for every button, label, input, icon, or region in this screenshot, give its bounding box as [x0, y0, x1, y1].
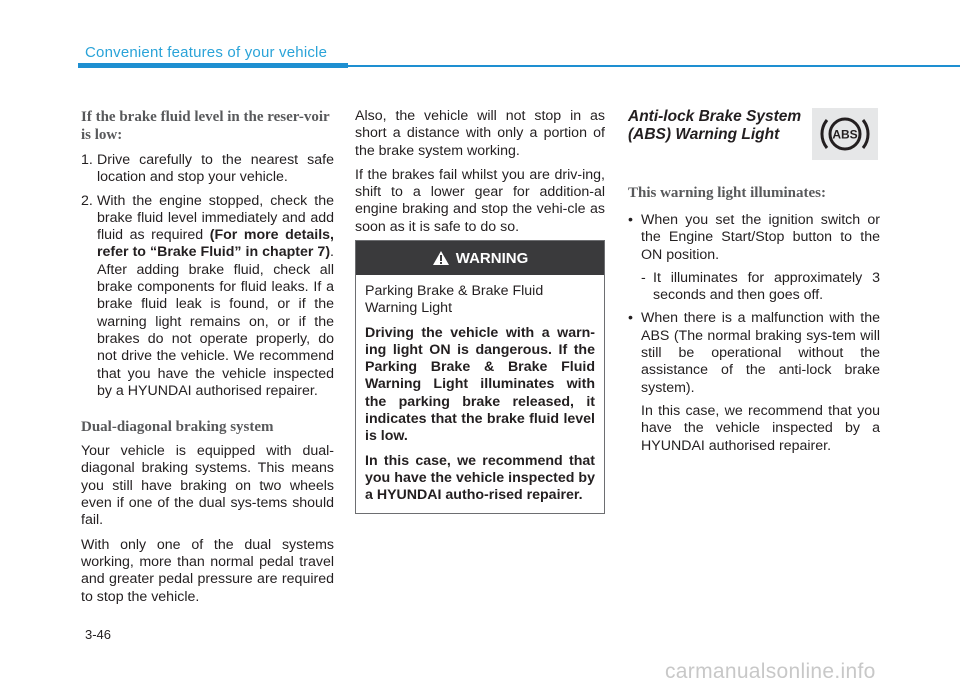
header-accent-bar — [78, 63, 348, 68]
warning-paragraph-2: In this case, we recommend that you have the vehicle inspected by a HYUNDAI autho-rised repairer. — [365, 452, 595, 504]
step-1 — [81, 152, 334, 187]
dual-diagonal-paragraph-1: Your vehicle is equipped with dual-diagonal braking systems. This means you still have braking on two wheels even if one of the dual sys-tems should fail. — [81, 443, 334, 529]
section-header-title: Convenient features of your vehicle — [85, 44, 328, 61]
malfunction-note: In this case, we recommend that you have the vehicle inspected by a HYUNDAI authorised repairer. — [641, 402, 880, 454]
step-2-text-a: With the engine stopped, check the brake fluid level immediately and add fluid as required — [97, 192, 334, 244]
dash-item-text: It illuminates for approximately 3 seconds and then goes off. — [653, 269, 880, 304]
abs-icon-text: ABS — [832, 127, 858, 142]
page-number: 3-46 — [85, 627, 112, 642]
step-2 — [81, 193, 334, 401]
step-2-text-c: . After adding brake fluid, check all brake components for fluid leaks. If a brake fluid leak is found, or if the warning light remains on, or if the brakes do not operate properly, do not drive the vehicle. We recommend that you have the vehicle inspected by a HYUNDAI authorised repairer. — [97, 244, 334, 399]
dual-diagonal-heading: Dual-diagonal braking system — [81, 419, 274, 436]
bullet-mark: • — [628, 212, 633, 228]
watermark: carmanualsonline.info — [665, 660, 876, 683]
warning-box — [355, 240, 605, 514]
partial-brake-paragraph: Also, the vehicle will not stop in as short a distance with only a portion of the brake system working. — [355, 108, 605, 159]
dash-item — [641, 270, 880, 305]
warning-body — [356, 275, 604, 505]
warning-header — [356, 241, 604, 275]
brake-fail-paragraph: If the brakes fail whilst you are driv-ing, shift to a lower gear for addition-al engine braking and stop the vehi-cle as soon as it is safe to do so. — [355, 166, 605, 235]
header-rule — [348, 65, 960, 67]
warning-label: WARNING — [455, 249, 529, 267]
warning-triangle-icon — [432, 250, 450, 266]
bullet-ignition — [628, 212, 880, 264]
abs-warning-icon — [812, 108, 878, 160]
warning-title: Parking Brake & Brake Fluid Warning Light — [365, 283, 544, 317]
abs-section-title: Anti-lock Brake System (ABS) Warning Light — [628, 108, 802, 143]
dual-diagonal-paragraph-2: With only one of the dual systems working, more than normal pedal travel and greater pedal pressure are required to stop the vehicle. — [81, 536, 334, 605]
column-right — [628, 108, 880, 462]
low-fluid-heading: If the brake fluid level in the reser-voir is low: — [81, 109, 330, 143]
bullet-malfunction-text: When there is a malfunction with the ABS (The normal braking sys-tem will still be operational without the assistance of the anti-lock brake system). — [641, 310, 880, 396]
column-middle — [355, 108, 605, 243]
step-1-number: 1. — [81, 152, 93, 168]
step-2-text — [97, 193, 334, 401]
step-1-text: Drive carefully to the nearest safe location and stop your vehicle. — [97, 152, 334, 186]
illuminates-heading: This warning light illuminates: — [628, 185, 826, 201]
bullet-ignition-text: When you set the ignition switch or the Engine Start/Stop button to the ON position. — [641, 212, 880, 263]
dash-mark: - — [641, 269, 646, 286]
column-left — [81, 108, 334, 613]
warning-paragraph-1: Driving the vehicle with a warn-ing light ON is dangerous. If the Parking Brake & Brake Fluid Warning Light illuminates with the parking brake released, it indicates that the brake fluid level is low. — [365, 324, 595, 445]
step-2-number: 2. — [81, 192, 93, 209]
bullet-mark: • — [628, 310, 633, 327]
bullet-malfunction — [628, 310, 880, 396]
step-2-reference: (For more details, refer to “Brake Fluid” in chapter 7) — [97, 227, 335, 261]
